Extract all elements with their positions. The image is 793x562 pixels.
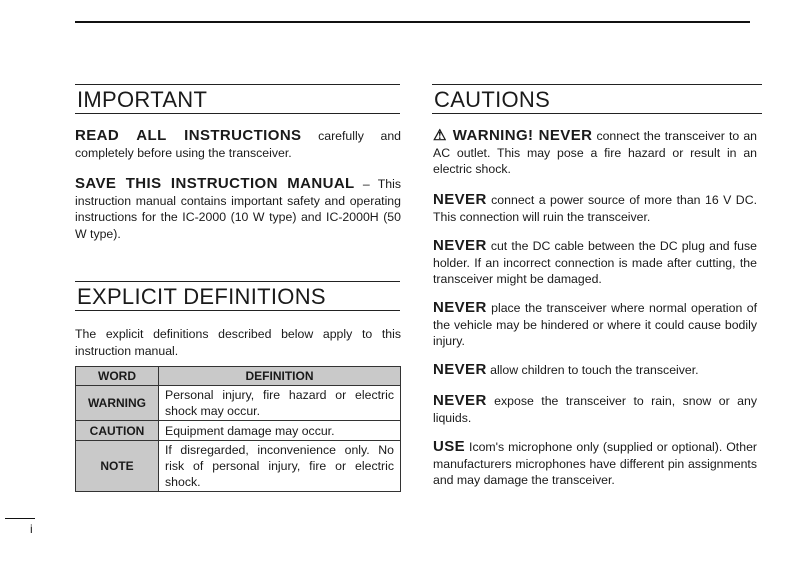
paragraph-text: – This instruction manual contains important safety and operating instructions for the IC-2000 (10 W type) and IC-2000H (50 W type). [75,177,401,241]
caution-text: Icom's microphone only (supplied or optional). Other manufacturers microphones have different pin assignments and may damage the transceiver. [433,440,757,487]
bold-lead: NEVER [433,191,487,208]
bold-lead: NEVER [433,361,487,378]
table-row [76,386,401,421]
paragraph-text: carefully and completely before using the transceiver. [75,129,401,160]
important-paragraph-2 [75,176,401,242]
caution-item [433,238,757,288]
word-cell: CAUTION [76,421,159,441]
table-row [76,421,401,441]
caution-text: allow children to touch the transceiver. [486,363,699,377]
important-paragraph-1 [75,128,401,161]
bold-lead: READ ALL INSTRUCTIONS [75,127,302,144]
caution-item [433,192,757,225]
caution-item [433,128,757,178]
header-definition: DEFINITION [159,367,401,386]
table-row [76,441,401,492]
bold-lead: NEVER [433,237,487,254]
top-rule [75,21,750,23]
caution-text: expose the transceiver to rain, snow or any liquids. [433,394,757,425]
definition-cell: Personal injury, fire hazard or electric shock may occur. [159,386,401,421]
definition-cell: Equipment damage may occur. [159,421,401,441]
page-number: i [30,522,33,536]
word-cell: WARNING [76,386,159,421]
caution-text: connect a power source of more than 16 V DC. This connection will ruin the transceiver. [433,193,757,224]
definitions-table [75,366,401,492]
caution-item [433,439,757,489]
definition-cell: If disregarded, inconvenience only. No risk of personal injury, fire or electric shock. [159,441,401,492]
cautions-heading: CAUTIONS [432,84,762,114]
caution-item [433,300,757,350]
caution-text: place the transceiver where normal operation of the vehicle may be hindered or where it could cause bodily injury. [433,301,757,348]
caution-item [433,393,757,426]
page-number-rule [5,518,35,519]
caution-item [433,362,757,379]
header-word: WORD [76,367,159,386]
bold-lead: NEVER [433,392,487,409]
caution-text: cut the DC cable between the DC plug and fuse holder. If an incorrect connection is made after cutting, the transceiver might be damaged. [433,239,757,286]
definitions-intro: The explicit definitions described below apply to this instruction manual. [75,327,401,358]
table-header [76,367,401,386]
important-heading: IMPORTANT [75,84,400,114]
caution-text: connect the transceiver to an AC outlet. This may pose a fire hazard or result in an electric shock. [433,129,757,176]
bold-lead: ⚠ WARNING! NEVER [433,127,593,144]
bold-lead: NEVER [433,299,487,316]
bold-lead: USE [433,438,466,455]
definitions-heading: EXPLICIT DEFINITIONS [75,281,400,311]
bold-lead: SAVE THIS INSTRUCTION MANUAL [75,175,355,192]
word-cell: NOTE [76,441,159,492]
